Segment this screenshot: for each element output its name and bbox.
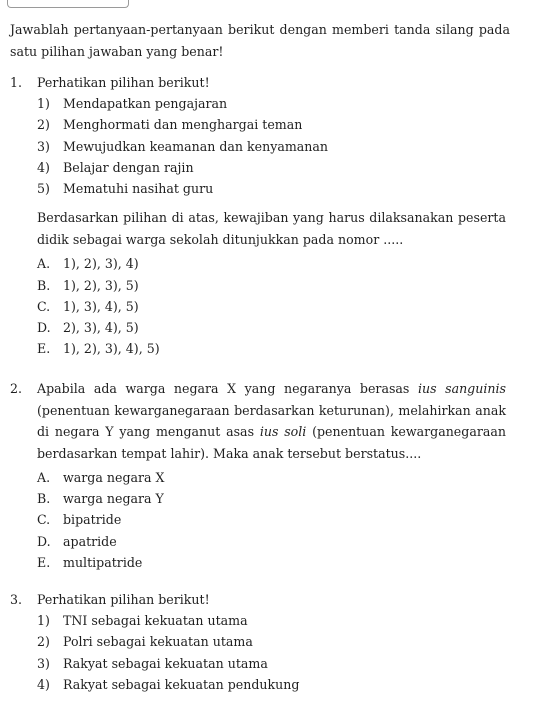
- list-item: [10, 157, 506, 178]
- option-a[interactable]: [10, 253, 506, 274]
- question-1: [10, 72, 506, 360]
- option-letter: C.: [37, 512, 51, 528]
- question-text: Perhatikan pilihan berikut!: [37, 75, 210, 90]
- option-a[interactable]: [10, 467, 506, 488]
- option-b[interactable]: [10, 275, 506, 296]
- item-number: 2): [37, 634, 50, 650]
- option-letter: B.: [37, 277, 51, 293]
- question-1-prompt: Berdasarkan pilihan di atas, kewajiban yang harus dilaksanakan peserta didik sebagai warga sekolah ditunjukkan pada nomor .....: [37, 210, 506, 247]
- item-text: Mewujudkan keamanan dan kenyamanan: [63, 138, 329, 154]
- option-c[interactable]: [10, 509, 506, 530]
- option-e[interactable]: [10, 338, 506, 359]
- option-b[interactable]: [10, 488, 506, 509]
- question-number: 2.: [10, 381, 23, 396]
- list-item: [10, 93, 506, 114]
- list-item: [10, 136, 506, 157]
- option-d[interactable]: [10, 531, 506, 552]
- instruction-text: Jawablah pertanyaan-pertanyaan berikut dengan memberi tanda silang pada satu pilihan jawaban yang benar!: [10, 22, 510, 59]
- list-item: [10, 653, 506, 674]
- question-1-header: [10, 72, 506, 93]
- option-text: 1), 2), 3), 5): [63, 277, 139, 293]
- option-letter: E.: [37, 341, 51, 357]
- question-3: [10, 589, 506, 695]
- option-text: 2), 3), 4), 5): [63, 320, 139, 336]
- list-item: [10, 114, 506, 135]
- option-letter: B.: [37, 491, 51, 507]
- item-number: 4): [37, 159, 50, 175]
- item-text: Mendapatkan pengajaran: [63, 96, 228, 111]
- option-letter: E.: [37, 554, 51, 570]
- question-2-text: [10, 378, 506, 464]
- option-text: multipatride: [63, 554, 143, 570]
- item-number: 2): [37, 117, 50, 133]
- question-text-part: (penentuan kewarganegaraan berdasarkan tempat lahir). Maka anak tersebut berstatus....: [37, 424, 506, 461]
- item-number: 3): [37, 138, 50, 154]
- item-text: Mematuhi nasihat guru: [63, 181, 214, 197]
- item-text: Polri sebagai kekuatan utama: [63, 634, 253, 650]
- option-text: bipatride: [63, 512, 122, 528]
- list-item: [10, 631, 506, 652]
- question-number: 3.: [10, 592, 23, 607]
- option-letter: A.: [37, 256, 51, 272]
- question-text-part: (penentuan kewarganegaraan berdasarkan keturunan), melahirkan anak di negara Y yang menganut asas: [37, 402, 506, 439]
- option-d[interactable]: [10, 317, 506, 338]
- item-number: 4): [37, 676, 50, 692]
- list-item: [10, 610, 506, 631]
- item-text: Rakyat sebagai kekuatan utama: [63, 655, 268, 671]
- top-tab-frame: [7, 0, 129, 8]
- option-letter: C.: [37, 298, 51, 314]
- term-ius-soli: ius soli: [259, 424, 307, 439]
- option-text: warga negara X: [63, 470, 165, 485]
- item-text: Belajar dengan rajin: [63, 159, 194, 175]
- list-item: [10, 178, 506, 199]
- item-number: 5): [37, 181, 50, 197]
- list-item: [10, 674, 506, 695]
- option-e[interactable]: [10, 552, 506, 573]
- item-number: 1): [37, 613, 50, 628]
- option-letter: A.: [37, 470, 51, 485]
- option-text: 1), 2), 3), 4), 5): [63, 341, 160, 357]
- item-text: Rakyat sebagai kekuatan pendukung: [63, 676, 300, 692]
- option-letter: D.: [37, 320, 51, 336]
- item-number: 1): [37, 96, 50, 111]
- item-number: 3): [37, 655, 50, 671]
- question-text-part: Apabila ada warga negara X yang negaranya berasas: [37, 381, 418, 396]
- term-ius-sanguinis: ius sanguinis: [417, 381, 506, 396]
- option-text: warga negara Y: [63, 491, 164, 507]
- option-text: 1), 3), 4), 5): [63, 298, 139, 314]
- option-text: 1), 2), 3), 4): [63, 256, 139, 272]
- question-text: Perhatikan pilihan berikut!: [37, 592, 210, 607]
- item-text: TNI sebagai kekuatan utama: [63, 613, 248, 628]
- option-c[interactable]: [10, 296, 506, 317]
- question-3-header: [10, 589, 506, 610]
- option-text: apatride: [63, 533, 117, 549]
- question-number: 1.: [10, 75, 23, 90]
- question-2: [10, 378, 506, 573]
- item-text: Menghormati dan menghargai teman: [63, 117, 303, 133]
- option-letter: D.: [37, 533, 51, 549]
